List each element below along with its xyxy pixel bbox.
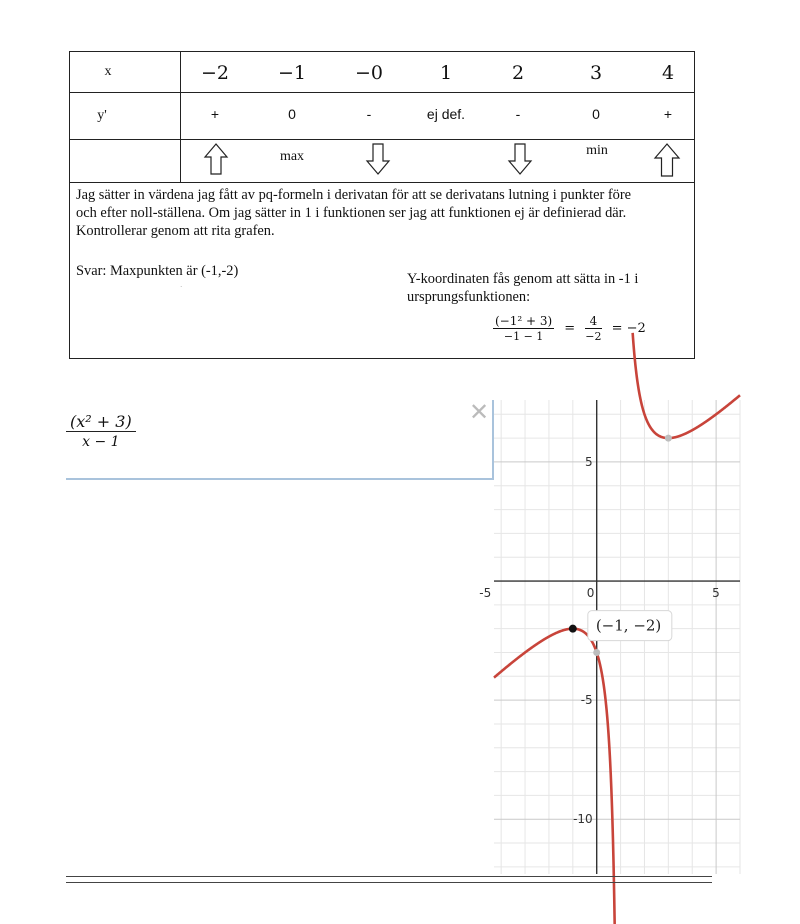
y-tick-label: 5 [585, 454, 593, 469]
max-point-mark [569, 625, 577, 633]
expression-numerator: (x² + 3) [66, 412, 136, 432]
yprime-value: + [210, 106, 220, 122]
sign-table [69, 51, 695, 359]
yprime-row-label: y' [97, 108, 107, 123]
fraction-numerator: 4 [585, 314, 601, 329]
yprime-value: - [515, 106, 521, 122]
y-intercept-mark [593, 649, 600, 656]
result: = −2 [611, 321, 646, 336]
yprime-value: + [663, 106, 673, 122]
expression-formula[interactable] [66, 412, 136, 450]
x-value: −1 [277, 62, 307, 84]
arrow-up-icon [654, 143, 680, 177]
table-row-arrows [70, 139, 694, 183]
graph-canvas[interactable] [479, 400, 740, 874]
calculation-formula [493, 314, 651, 343]
fraction-denominator: −1 − 1 [503, 330, 544, 343]
point-label: (−1, −2) [595, 616, 662, 635]
y-tick-label: -5 [580, 693, 593, 708]
equals-sign: = [564, 321, 576, 336]
min-point-mark [665, 435, 672, 442]
yprime-value: - [366, 106, 372, 122]
arrow-down-icon [366, 143, 390, 175]
x-value: 4 [661, 62, 675, 84]
expression-input[interactable] [66, 400, 494, 480]
x-row-label: x [104, 64, 112, 79]
arrow-up-icon [204, 143, 228, 175]
x-value: 1 [439, 62, 453, 84]
ycoordinate-text: Y-koordinaten fås genom att sätta in -1 i ursprungsfunktionen: [407, 271, 639, 305]
yprime-value: ej def. [426, 106, 466, 122]
x-value: −0 [354, 62, 384, 84]
x-tick-label: 5 [712, 586, 720, 601]
fraction [493, 314, 554, 343]
answer-text: Svar: Maxpunkten är (-1,-2) [76, 263, 239, 279]
arrow-down-icon [508, 143, 532, 175]
x-value: 3 [589, 62, 603, 84]
bottom-double-rule [66, 876, 712, 883]
max-label: max [279, 149, 305, 164]
explanation-text: Jag sätter in värdena jag fått av pq-formeln i derivatan för att se derivatans lutning i punkter före och efter noll-ställena. Om jag sätter in 1 i funktionen ser jag att funktionen ej är definierad där. Kontrollerar genom att rita grafen. [76, 187, 632, 239]
x-tick-label: 0 [586, 586, 595, 601]
x-tick-label: -5 [479, 586, 492, 601]
table-row-yprime [70, 92, 694, 140]
yprime-value: 0 [592, 106, 600, 122]
table-row-x [70, 52, 694, 93]
expression-denominator: x − 1 [82, 434, 120, 450]
y-tick-label: -10 [573, 812, 593, 827]
fraction [585, 314, 601, 343]
yprime-value: 0 [288, 106, 296, 122]
close-icon[interactable]: ✕ [468, 398, 490, 426]
fraction-denominator: −2 [585, 330, 602, 343]
x-value: −2 [200, 62, 230, 84]
fraction-numerator: (−1² + 3) [495, 314, 553, 328]
stray-mark: · [180, 283, 183, 291]
min-label: min [586, 143, 608, 158]
x-value: 2 [511, 62, 525, 84]
